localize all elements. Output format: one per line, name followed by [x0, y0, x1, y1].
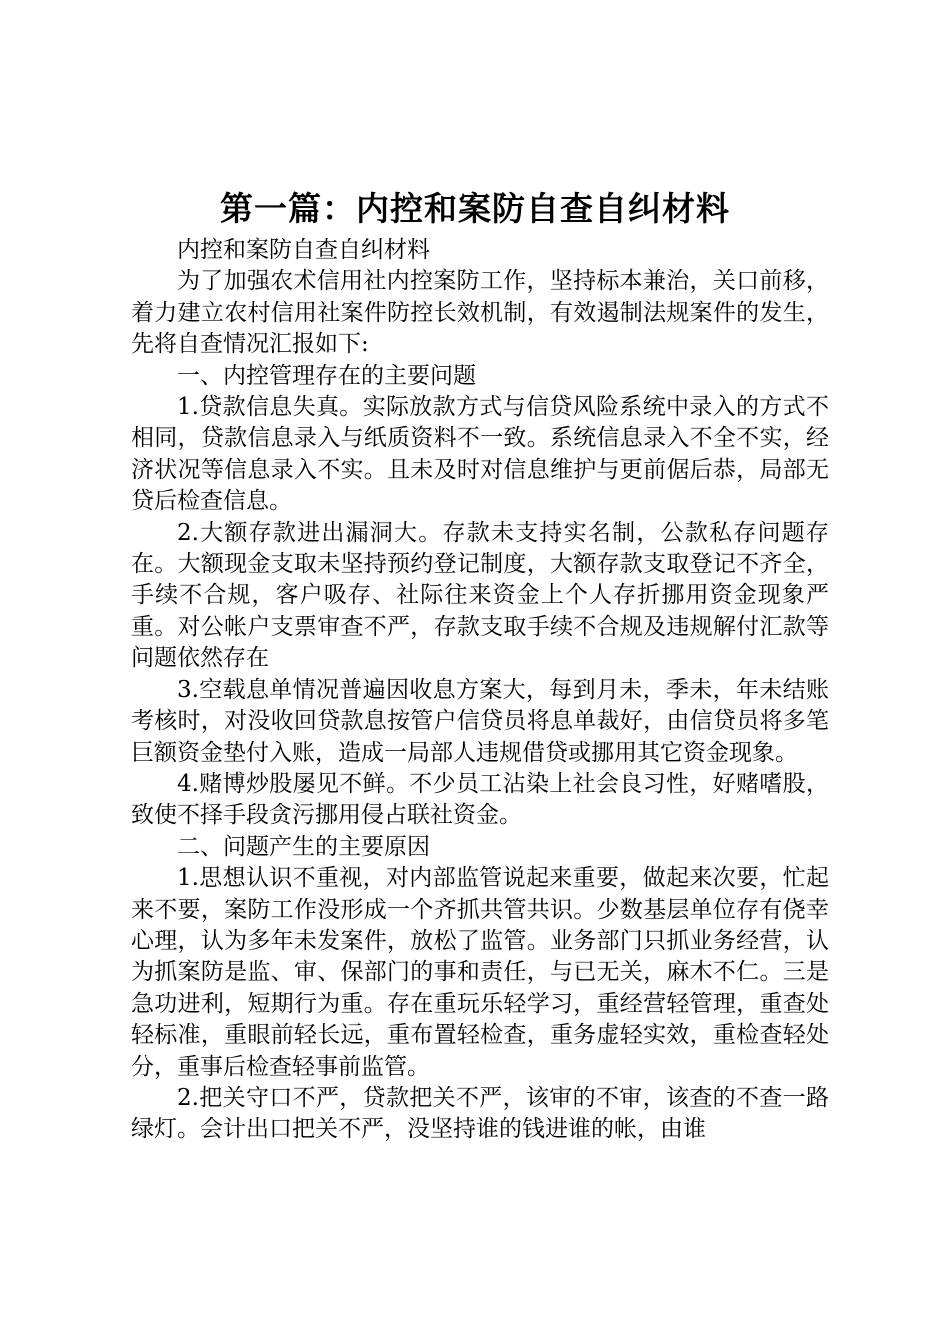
paragraph-cause-2: 2.把关守口不严，贷款把关不严，该审的不审，该查的不查一路绿灯。会计出口把关不严，没坚持谁的钱进谁的帐，由谁 — [131, 1084, 829, 1143]
paragraph-problem-4: 4.赌博炒股屡见不鲜。不少员工沾染上社会良习性，好赌嗜股，致使不择手段贪污挪用侵占联社资金。 — [131, 770, 829, 829]
section-heading-problems: 一、内控管理存在的主要问题 — [177, 362, 476, 389]
paragraph-problem-3: 3.空载息单情况普遍因收息方案大，每到月未，季未，年未结账考核时，对没收回贷款息按管户信贷员将息单裁好，由信贷员将多笔巨额资金垫付入账，造成一局部人违规借贷或挪用其它资金现象。 — [131, 676, 829, 766]
paragraph-problem-2: 2.大额存款进出漏洞大。存款未支持实名制，公款私存问题存在。大额现金支取未坚持预约登记制度，大额存款支取登记不齐全，手续不合规，客户吸存、社际往来资金上个人存折挪用资金现象严重。对公帐户支票审查不严，存款支取手续不合规及违规解付汇款等问题依然存在 — [131, 519, 829, 672]
document-body — [131, 235, 829, 1146]
section-heading-causes: 二、问题产生的主要原因 — [177, 833, 430, 860]
paragraph-subtitle: 内控和案防自查自纠材料 — [177, 237, 430, 263]
paragraph-problem-1: 1.贷款信息失真。实际放款方式与信贷风险系统中录入的方式不相同，贷款信息录入与纸质资料不一致。系统信息录入不全不实，经济状况等信息录入不实。且未及时对信息维护与更前倨后恭，局部无贷后检查信息。 — [131, 394, 829, 515]
paragraph-intro: 为了加强农术信用社内控案防工作，坚持标本兼治，关口前移，着力建立农村信用社案件防控长效机制，有效遏制法规案件的发生，先将自查情况汇报如下: — [131, 268, 829, 358]
document-title: 第一篇：内控和案防自查自纠材料 — [220, 189, 730, 228]
paragraph-cause-1: 1.思想认识不重视，对内部监管说起来重要，做起来次要，忙起来不要，案防工作没形成一个齐抓共管共识。少数基层单位存有侥幸心理，认为多年未发案件，放松了监管。业务部门只抓业务经营，认为抓案防是监、审、保部门的事和责任，与已无关，麻木不仁。三是急功进利，短期行为重。存在重玩乐轻学习，重经营轻管理，重查处轻标准，重眼前轻长远，重布置轻检查，重务虚轻实效，重检查轻处分，重事后检查轻事前监管。 — [131, 865, 829, 1080]
